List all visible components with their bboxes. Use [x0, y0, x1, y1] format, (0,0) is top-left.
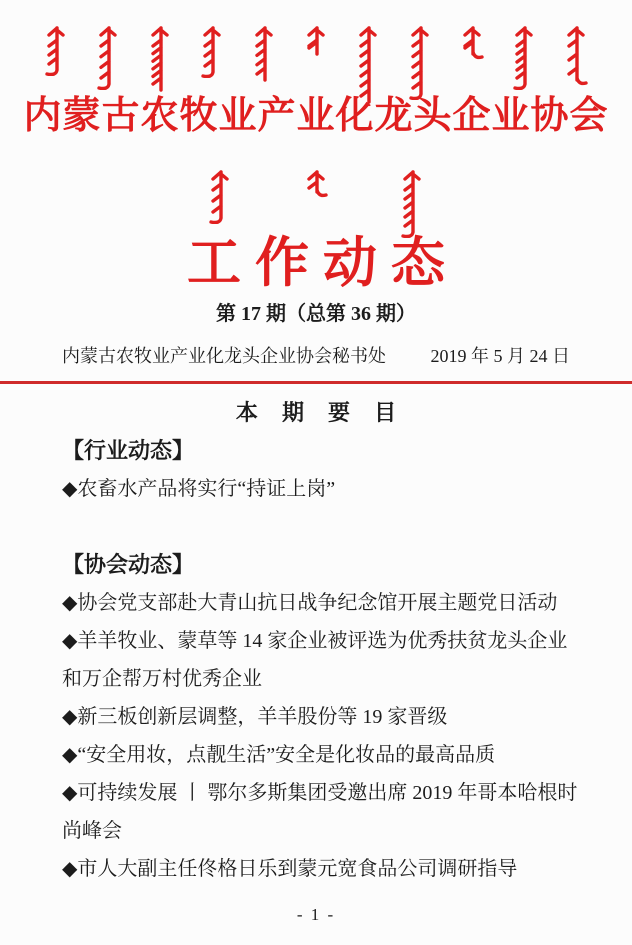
contents-item: ◆可持续发展 丨 鄂尔多斯集团受邀出席 2019 年哥本哈根时 [62, 782, 578, 804]
contents-item-continuation: 和万企帮万村优秀企业 [62, 668, 262, 690]
mongolian-word-glyph [208, 168, 232, 224]
red-divider-rule [0, 381, 632, 384]
contents-item: ◆“安全用妆，点靓生活”安全是化妆品的最高品质 [62, 744, 496, 766]
mongolian-word-glyph [304, 24, 328, 60]
table-of-contents [62, 394, 576, 888]
mongolian-word-glyph [44, 24, 68, 76]
issue-number-line: 第 17 期（总第 36 期） [216, 303, 416, 325]
publisher-row [62, 342, 570, 368]
contents-sections [62, 432, 576, 888]
contents-item: ◆农畜水产品将实行“持证上岗” [62, 478, 336, 500]
contents-item: ◆新三板创新层调整，羊羊股份等 19 家晋级 [62, 706, 448, 728]
contents-item: ◆协会党支部赴大青山抗日战争纪念馆开展主题党日活动 [62, 592, 558, 614]
mongolian-word-glyph [460, 24, 484, 60]
contents-item: ◆市人大副主任佟格日乐到蒙元宽食品公司调研指导 [62, 858, 518, 880]
mongolian-word-glyph [564, 24, 588, 86]
publication-date: 2019 年 5 月 24 日 [430, 346, 570, 366]
contents-item-continuation: 尚峰会 [62, 820, 122, 842]
publisher-name: 内蒙古农牧业产业化龙头企业协会秘书处 [62, 346, 386, 366]
mongolian-word-glyph [200, 24, 224, 78]
mongolian-word-glyph [304, 168, 328, 198]
mongolian-word-glyph [252, 24, 276, 86]
contents-heading: 本 期 要 目 [235, 400, 403, 425]
section-header: 【行业动态】 [62, 438, 195, 463]
contents-section [62, 432, 576, 508]
organization-title: 内蒙古农牧业产业化龙头企业协会 [23, 95, 609, 137]
section-header: 【协会动态】 [62, 552, 195, 577]
page-number: - 1 - [296, 905, 336, 924]
bulletin-title: 工作动态 [187, 233, 459, 293]
mongolian-word-glyph [96, 24, 120, 90]
mongolian-word-glyph [512, 24, 536, 90]
contents-item: ◆羊羊牧业、蒙草等 14 家企业被评选为优秀扶贫龙头企业 [62, 630, 568, 652]
contents-section [62, 546, 576, 888]
